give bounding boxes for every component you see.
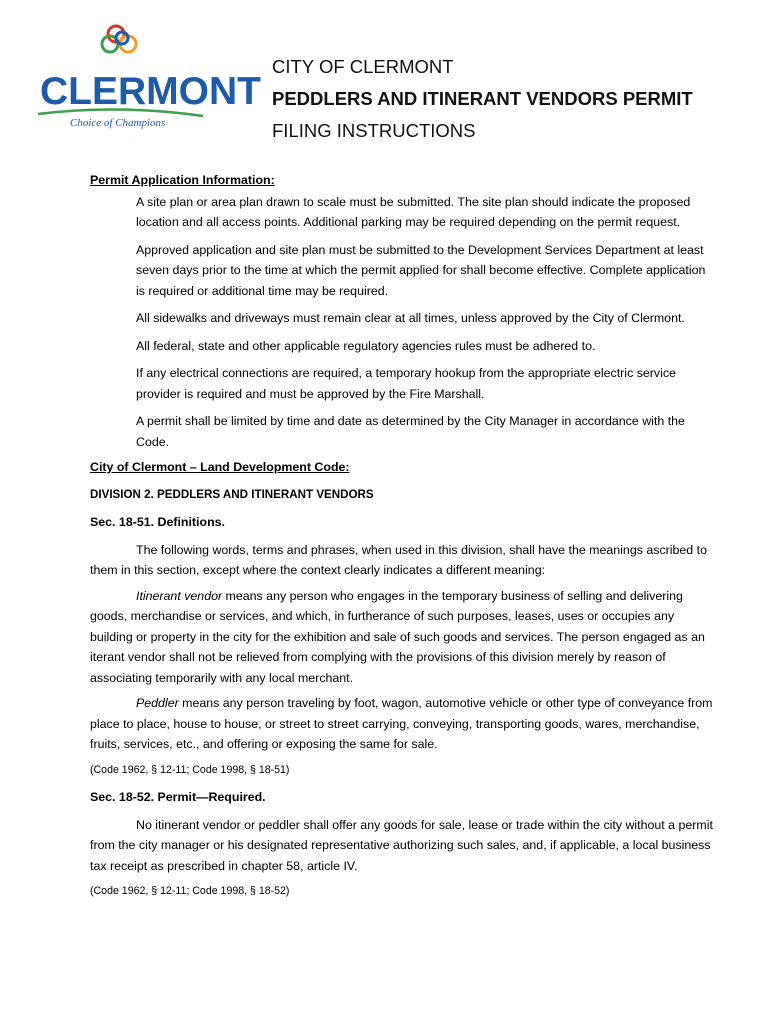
- section-18-51-title: Sec. 18-51. Definitions.: [90, 515, 225, 529]
- permit-info-paragraph: A site plan or area plan drawn to scale must be submitted. The site plan should indicate the proposed location and all access points. Additional parking may be required depending on the permit request.: [136, 194, 691, 229]
- section-18-51-citation: (Code 1962, § 12-11; Code 1998, § 18-51): [90, 763, 290, 776]
- term-itinerant-vendor: Itinerant vendor: [136, 588, 223, 603]
- logo-graphic: [38, 22, 261, 132]
- document-header: [272, 51, 742, 147]
- section-18-52-text: No itinerant vendor or peddler shall offer any goods for sale, lease or trade within the city without a permit from the city manager or his designated representative authorizing such sales, and, if applicable, a local business tax receipt as prescribed in chapter 58, article IV.: [90, 817, 713, 873]
- peddler-text: means any person traveling by foot, wagon, automotive vehicle or other type of conveyance from place to place, house to house, or street to street carrying, conveying, transporting goods, wares, merchandise, fruits, services, etc., and offering or exposing the same for sale.: [90, 696, 713, 751]
- section-18-51-intro: The following words, terms and phrases, when used in this division, shall have the meanings ascribed to them in this section, except where the context clearly indicates a different meaning:: [90, 542, 707, 577]
- itinerant-vendor-definition: [90, 586, 716, 689]
- document-body: [90, 170, 716, 907]
- section-18-52-title: Sec. 18-52. Permit—Required.: [90, 790, 266, 804]
- code-heading: City of Clermont – Land Development Code:: [90, 460, 350, 474]
- permit-info-heading: Permit Application Information:: [90, 173, 275, 187]
- division-heading: DIVISION 2. PEDDLERS AND ITINERANT VENDORS: [90, 487, 374, 501]
- clermont-logo: [38, 22, 261, 132]
- term-peddler: Peddler: [136, 696, 179, 710]
- permit-info-paragraph: All sidewalks and driveways must remain clear at all times, unless approved by the City of Clermont.: [136, 311, 685, 325]
- permit-info-paragraph: A permit shall be limited by time and date as determined by the City Manager in accordance with the Code.: [136, 414, 685, 449]
- document-title: PEDDLERS AND ITINERANT VENDORS PERMIT: [272, 88, 693, 109]
- peddler-definition: [90, 693, 716, 755]
- section-18-52-citation: (Code 1962, § 12-11; Code 1998, § 18-52): [90, 885, 290, 897]
- itinerant-vendor-text: means any person who engages in the temporary business of selling and delivering goods, merchandise or services, and which, in furtherance of such purposes, leases, uses or occupies any building or property in the city for the exhibition and sale of such goods and services. The person engaged as an iterant vendor shall not be relieved from complying with the provisions of this division merely by reason of associating temporarily with any local merchant.: [90, 588, 705, 685]
- permit-info-paragraph: Approved application and site plan must be submitted to the Development Services Department at least seven days prior to the time at which the permit applied for shall become effective. Complete application is required or additional time may be required.: [136, 242, 706, 298]
- logo-tagline: Choice of Champions: [70, 117, 166, 129]
- permit-info-paragraph: If any electrical connections are required, a temporary hookup from the appropriate electric service provider is required and must be approved by the Fire Marshall.: [136, 366, 676, 401]
- permit-info-paragraph: All federal, state and other applicable regulatory agencies rules must be adhered to.: [136, 338, 596, 353]
- logo-wordmark: CLERMONT: [40, 70, 261, 113]
- document-subtitle: FILING INSTRUCTIONS: [272, 120, 476, 141]
- city-name: CITY OF CLERMONT: [272, 56, 454, 77]
